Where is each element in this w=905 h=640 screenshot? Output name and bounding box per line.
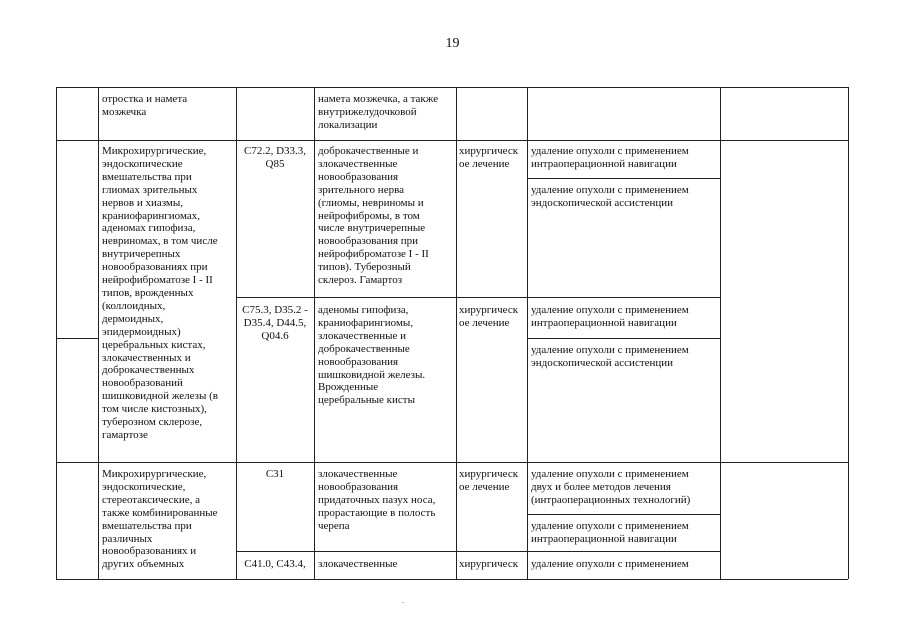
treatment-type-cell: хирургическ ое лечение [459,145,519,170]
model-cell: злокачественные новообразования придаточных пазух носа, прорастающие в полость черепа [318,468,436,532]
treatment-method-cell: удаление опухоли с применением интраоперационной навигации [531,145,689,170]
treatment-type-cell: хирургическ [459,558,519,570]
model-cell: злокачественные [318,558,398,570]
method-cell: Микрохирургические, эндоскопические, стереотаксические, а также комбинированные вмешательства при различных новообразованиях и других объемных [102,468,218,571]
treatment-method-cell: удаление опухоли с применением интраоперационной навигации [531,520,689,545]
codes-cell: С72.2, D33.3, Q85 [243,145,307,170]
scan-speck [402,602,404,603]
codes-cell: С75.3, D35.2 - D35.4, D44.5, Q04.6 [242,304,308,342]
codes-cell: С31 [265,468,285,480]
model-cell: аденомы гипофиза, краниофарингиомы, злокачественные и доброкачественные новообразования шишковидной железы. Врожденные церебральные кисты [318,304,426,407]
treatment-method-cell: удаление опухоли с применением эндоскопической ассистенции [531,184,689,209]
treatment-method-cell: удаление опухоли с применением интраоперационной навигации [531,304,689,329]
treatment-method-cell: удаление опухоли с применением [531,558,689,570]
method-cell: Микрохирургические, эндоскопические вмешательства при глиомах зрительных нервов и хиазмы, краниофарингиомах, аденомах гипофиза, невриномах, в том числе внутричерепных новообразованиях при нейрофиброматозе I - II типов, врожденных (коллоидных, дермоидных, эпидермоидных) церебральных кистах, злокачественных и доброкачественных новообразований шишковидной железы (в том числе кистозных), туберозном склерозе, гамартозе [102,145,218,441]
treatment-method-cell: удаление опухоли с применением эндоскопической ассистенции [531,344,689,369]
treatment-type-cell: хирургическ ое лечение [459,304,519,329]
model-cell: доброкачественные и злокачественные новообразования зрительного нерва (глиомы, невриномы и нейрофибромы, в том числе внутричерепные новообразования при нейрофиброматозе I - II типов). Туберозный склероз. Гамартоз [318,145,429,287]
codes-cell: С41.0, С43.4, [244,558,306,570]
treatment-type-cell: хирургическ ое лечение [459,468,519,493]
page-number: 19 [445,36,460,51]
model-cell: намета мозжечка, а также внутрижелудочковой локализации [318,93,439,131]
treatment-method-cell: удаление опухоли с применением двух и более методов лечения (интраоперационных технологий) [531,468,691,506]
method-cell: отростка и намета мозжечка [102,93,188,118]
